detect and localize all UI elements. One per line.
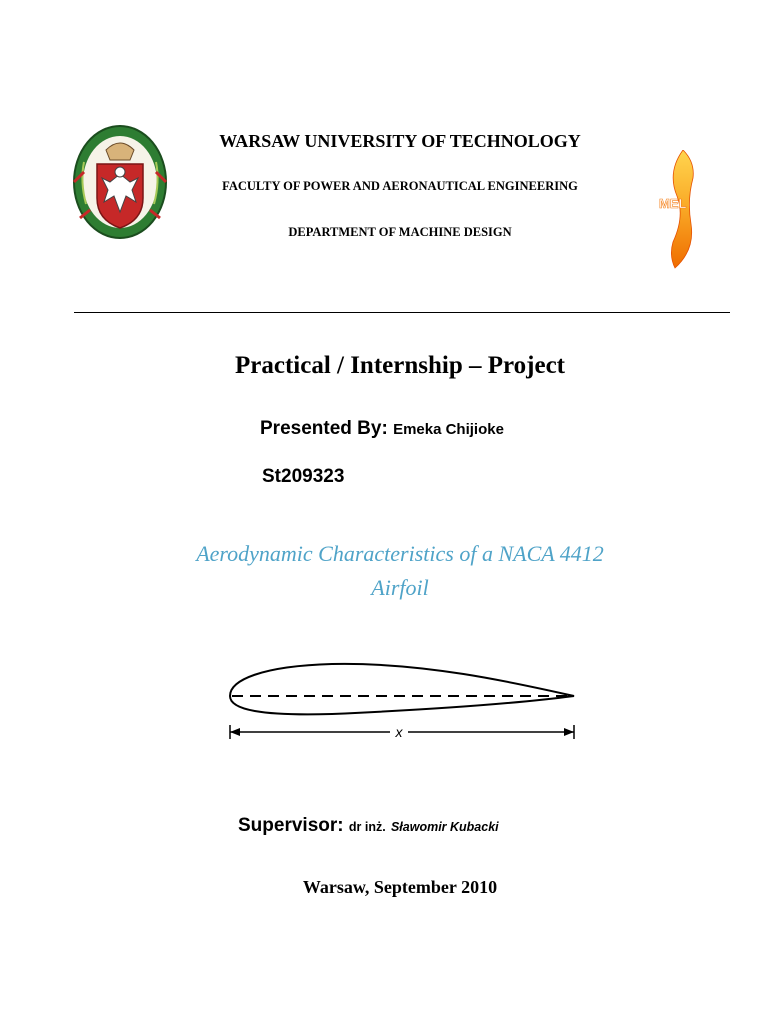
- presented-by: [260, 418, 504, 440]
- airfoil-diagram: [222, 652, 584, 752]
- presenter-name: Emeka Chijioke: [393, 421, 504, 438]
- arrow-right-icon: [564, 728, 574, 736]
- supervisor-label: Supervisor:: [238, 815, 344, 836]
- student-id: St209323: [262, 466, 345, 487]
- arrow-left-icon: [230, 728, 240, 736]
- chord-label: x: [395, 724, 403, 740]
- place-date: Warsaw, September 2010: [302, 877, 498, 897]
- university-name: WARSAW UNIVERSITY OF TECHNOLOGY: [219, 131, 581, 151]
- header-divider: [74, 312, 730, 313]
- faculty-name: FACULTY OF POWER AND AERONAUTICAL ENGINEERING: [222, 179, 578, 193]
- department-name: DEPARTMENT OF MACHINE DESIGN: [288, 225, 512, 239]
- project-title: Practical / Internship – Project: [234, 352, 566, 379]
- document-title-line-2: Airfoil: [371, 575, 429, 600]
- mel-logo-text: MEL: [659, 196, 687, 211]
- supervisor: [238, 815, 499, 837]
- mel-logo-icon: [655, 150, 705, 270]
- supervisor-prefix: dr inż.: [348, 820, 386, 834]
- document-title-line-1: Aerodynamic Characteristics of a NACA 4412: [196, 541, 604, 566]
- presented-label: Presented By:: [260, 418, 388, 439]
- supervisor-name: Sławomir Kubacki: [390, 820, 499, 834]
- airfoil-outline: [230, 664, 574, 715]
- document-title: [100, 537, 700, 605]
